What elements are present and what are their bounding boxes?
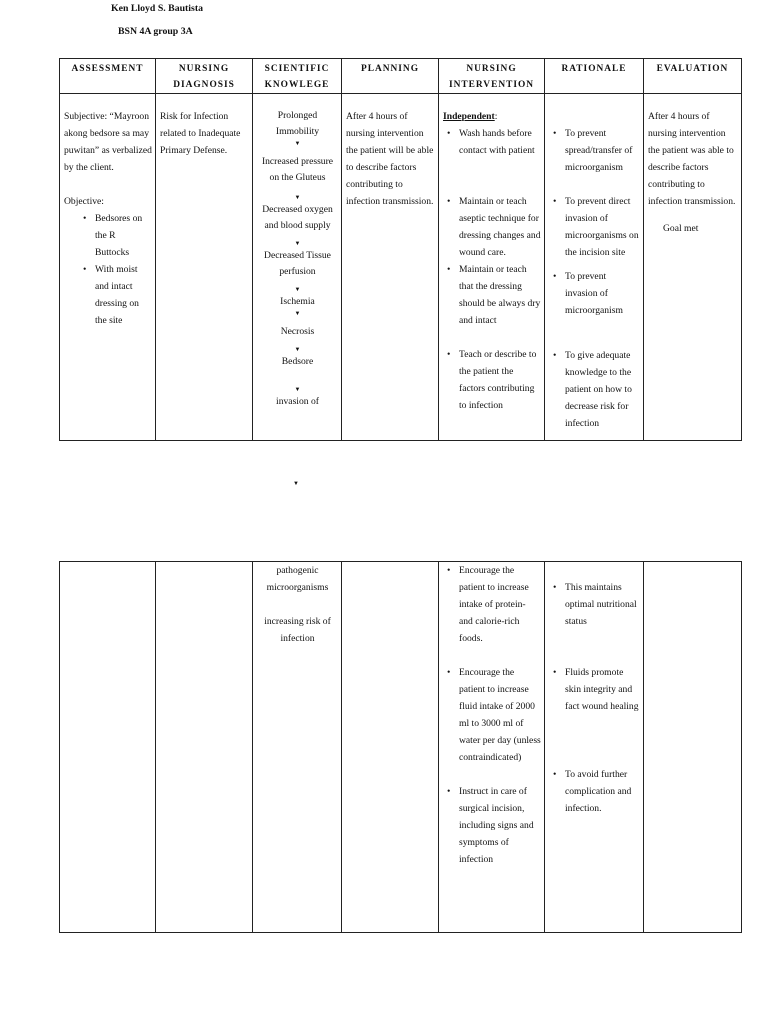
down-arrow-icon: ▼ xyxy=(294,195,301,201)
author-name: Ken Lloyd S. Bautista xyxy=(111,3,204,14)
rationale-item: • To prevent spread/transfer of microorganism xyxy=(549,125,640,176)
rationale-cell-2 xyxy=(545,562,644,933)
planning-cell xyxy=(342,94,439,441)
care-plan-table-page1 xyxy=(59,58,742,441)
knowledge-step: invasion of xyxy=(276,396,319,407)
intervention-item: • Instruct in care of surgical incision, including signs and symptoms of infection xyxy=(443,783,541,868)
evaluation-cell xyxy=(644,94,742,441)
intervention-item: • Encourage the patient to increase intake of protein- and calorie-rich foods. xyxy=(443,562,541,647)
down-arrow-icon: ▼ xyxy=(294,347,301,353)
knowledge-step: pathogenic microorganisms xyxy=(266,565,329,593)
intervention-cell-2 xyxy=(439,562,545,933)
rationale-item: • To avoid further complication and infection. xyxy=(549,766,640,817)
rationale-cell xyxy=(545,94,644,441)
knowledge-cell xyxy=(253,94,342,441)
down-arrow-icon: ▼ xyxy=(293,481,299,487)
planning-cell-2 xyxy=(342,562,439,933)
subjective-text: Subjective: “Mayroon akong bedsore sa may puwitan” as verbalized by the client. xyxy=(64,111,152,173)
header-row xyxy=(60,59,742,94)
evaluation-result: Goal met xyxy=(663,223,699,234)
diagnosis-cell xyxy=(156,94,253,441)
col-nursing-intervention: NURSING INTERVENTION xyxy=(439,59,545,94)
col-scientific-knowledge: SCIENTIFIC KNOWLEGE xyxy=(253,59,342,94)
rationale-item: • Fluids promote skin integrity and fact wound healing xyxy=(549,664,640,715)
down-arrow-icon: ▼ xyxy=(294,141,301,147)
knowledge-step: Ischemia xyxy=(280,296,315,307)
content-row xyxy=(60,562,742,933)
rationale-item: • To prevent invasion of microorganism xyxy=(549,268,640,319)
knowledge-step: Prolonged Immobility xyxy=(275,110,320,137)
knowledge-step: Necrosis xyxy=(280,326,315,337)
content-row xyxy=(60,94,742,441)
col-planning: PLANNING xyxy=(342,59,439,94)
knowledge-step: Increased pressure on the Gluteus xyxy=(261,156,334,183)
col-evaluation: EVALUATION xyxy=(644,59,742,94)
knowledge-cell-2 xyxy=(253,562,342,933)
intervention-item: • Wash hands before contact with patient xyxy=(443,125,541,159)
col-nursing-diagnosis: NURSING DIAGNOSIS xyxy=(156,59,253,94)
down-arrow-icon: ▼ xyxy=(294,311,301,317)
section-label: BSN 4A group 3A xyxy=(118,26,193,37)
independent-label: Independent xyxy=(443,111,495,122)
assessment-cell xyxy=(60,94,156,441)
intervention-item: • Maintain or teach that the dressing should be always dry and intact xyxy=(443,261,541,329)
objective-item: • With moist and intact dressing on the site xyxy=(79,261,152,329)
knowledge-step: Decreased oxygen and blood supply xyxy=(262,204,333,231)
rationale-item: • To prevent direct invasion of microorganisms on the incision site xyxy=(549,193,640,261)
intervention-item: • Teach or describe to the patient the factors contributing to infection xyxy=(443,346,541,414)
down-arrow-icon: ▼ xyxy=(294,241,301,247)
intervention-cell: Independent: • Wash hands before contact with patient • Maintain or teach aseptic technique for dressing changes and wound care. • Maintain or teach that the dressing should be always dry and intact • Teach or describe to the patient the factors contributing to infection xyxy=(439,94,545,441)
evaluation-cell-2 xyxy=(644,562,742,933)
planning-text: After 4 hours of nursing intervention the patient will be able to describe factors contributing to infection transmission. xyxy=(346,111,434,207)
knowledge-step: Bedsore xyxy=(281,356,314,367)
rationale-item: • To give adequate knowledge to the patient on how to decrease risk for infection xyxy=(549,347,640,432)
rationale-item: • This maintains optimal nutritional status xyxy=(549,579,640,630)
col-rationale: RATIONALE xyxy=(545,59,644,94)
col-assessment: ASSESSMENT xyxy=(60,59,156,94)
intervention-item: • Encourage the patient to increase fluid intake of 2000 ml to 3000 ml of water per day (unless contraindicated) xyxy=(443,664,541,766)
assessment-cell-2 xyxy=(60,562,156,933)
diagnosis-text: Risk for Infection related to Inadequate Primary Defense. xyxy=(160,111,241,156)
knowledge-step: Decreased Tissue perfusion xyxy=(264,250,331,277)
evaluation-text: After 4 hours of nursing intervention the patient was able to describe factors contributing to infection transmission. xyxy=(648,111,736,207)
diagnosis-cell-2 xyxy=(156,562,253,933)
knowledge-step: increasing risk of infection xyxy=(264,616,331,644)
intervention-item: • Maintain or teach aseptic technique for dressing changes and wound care. xyxy=(443,193,541,261)
objective-label: Objective: xyxy=(64,196,104,207)
care-plan-table-page2 xyxy=(59,561,742,933)
objective-item: • Bedsores on the R Buttocks xyxy=(79,210,152,261)
down-arrow-icon: ▼ xyxy=(294,387,301,393)
down-arrow-icon: ▼ xyxy=(294,287,301,293)
